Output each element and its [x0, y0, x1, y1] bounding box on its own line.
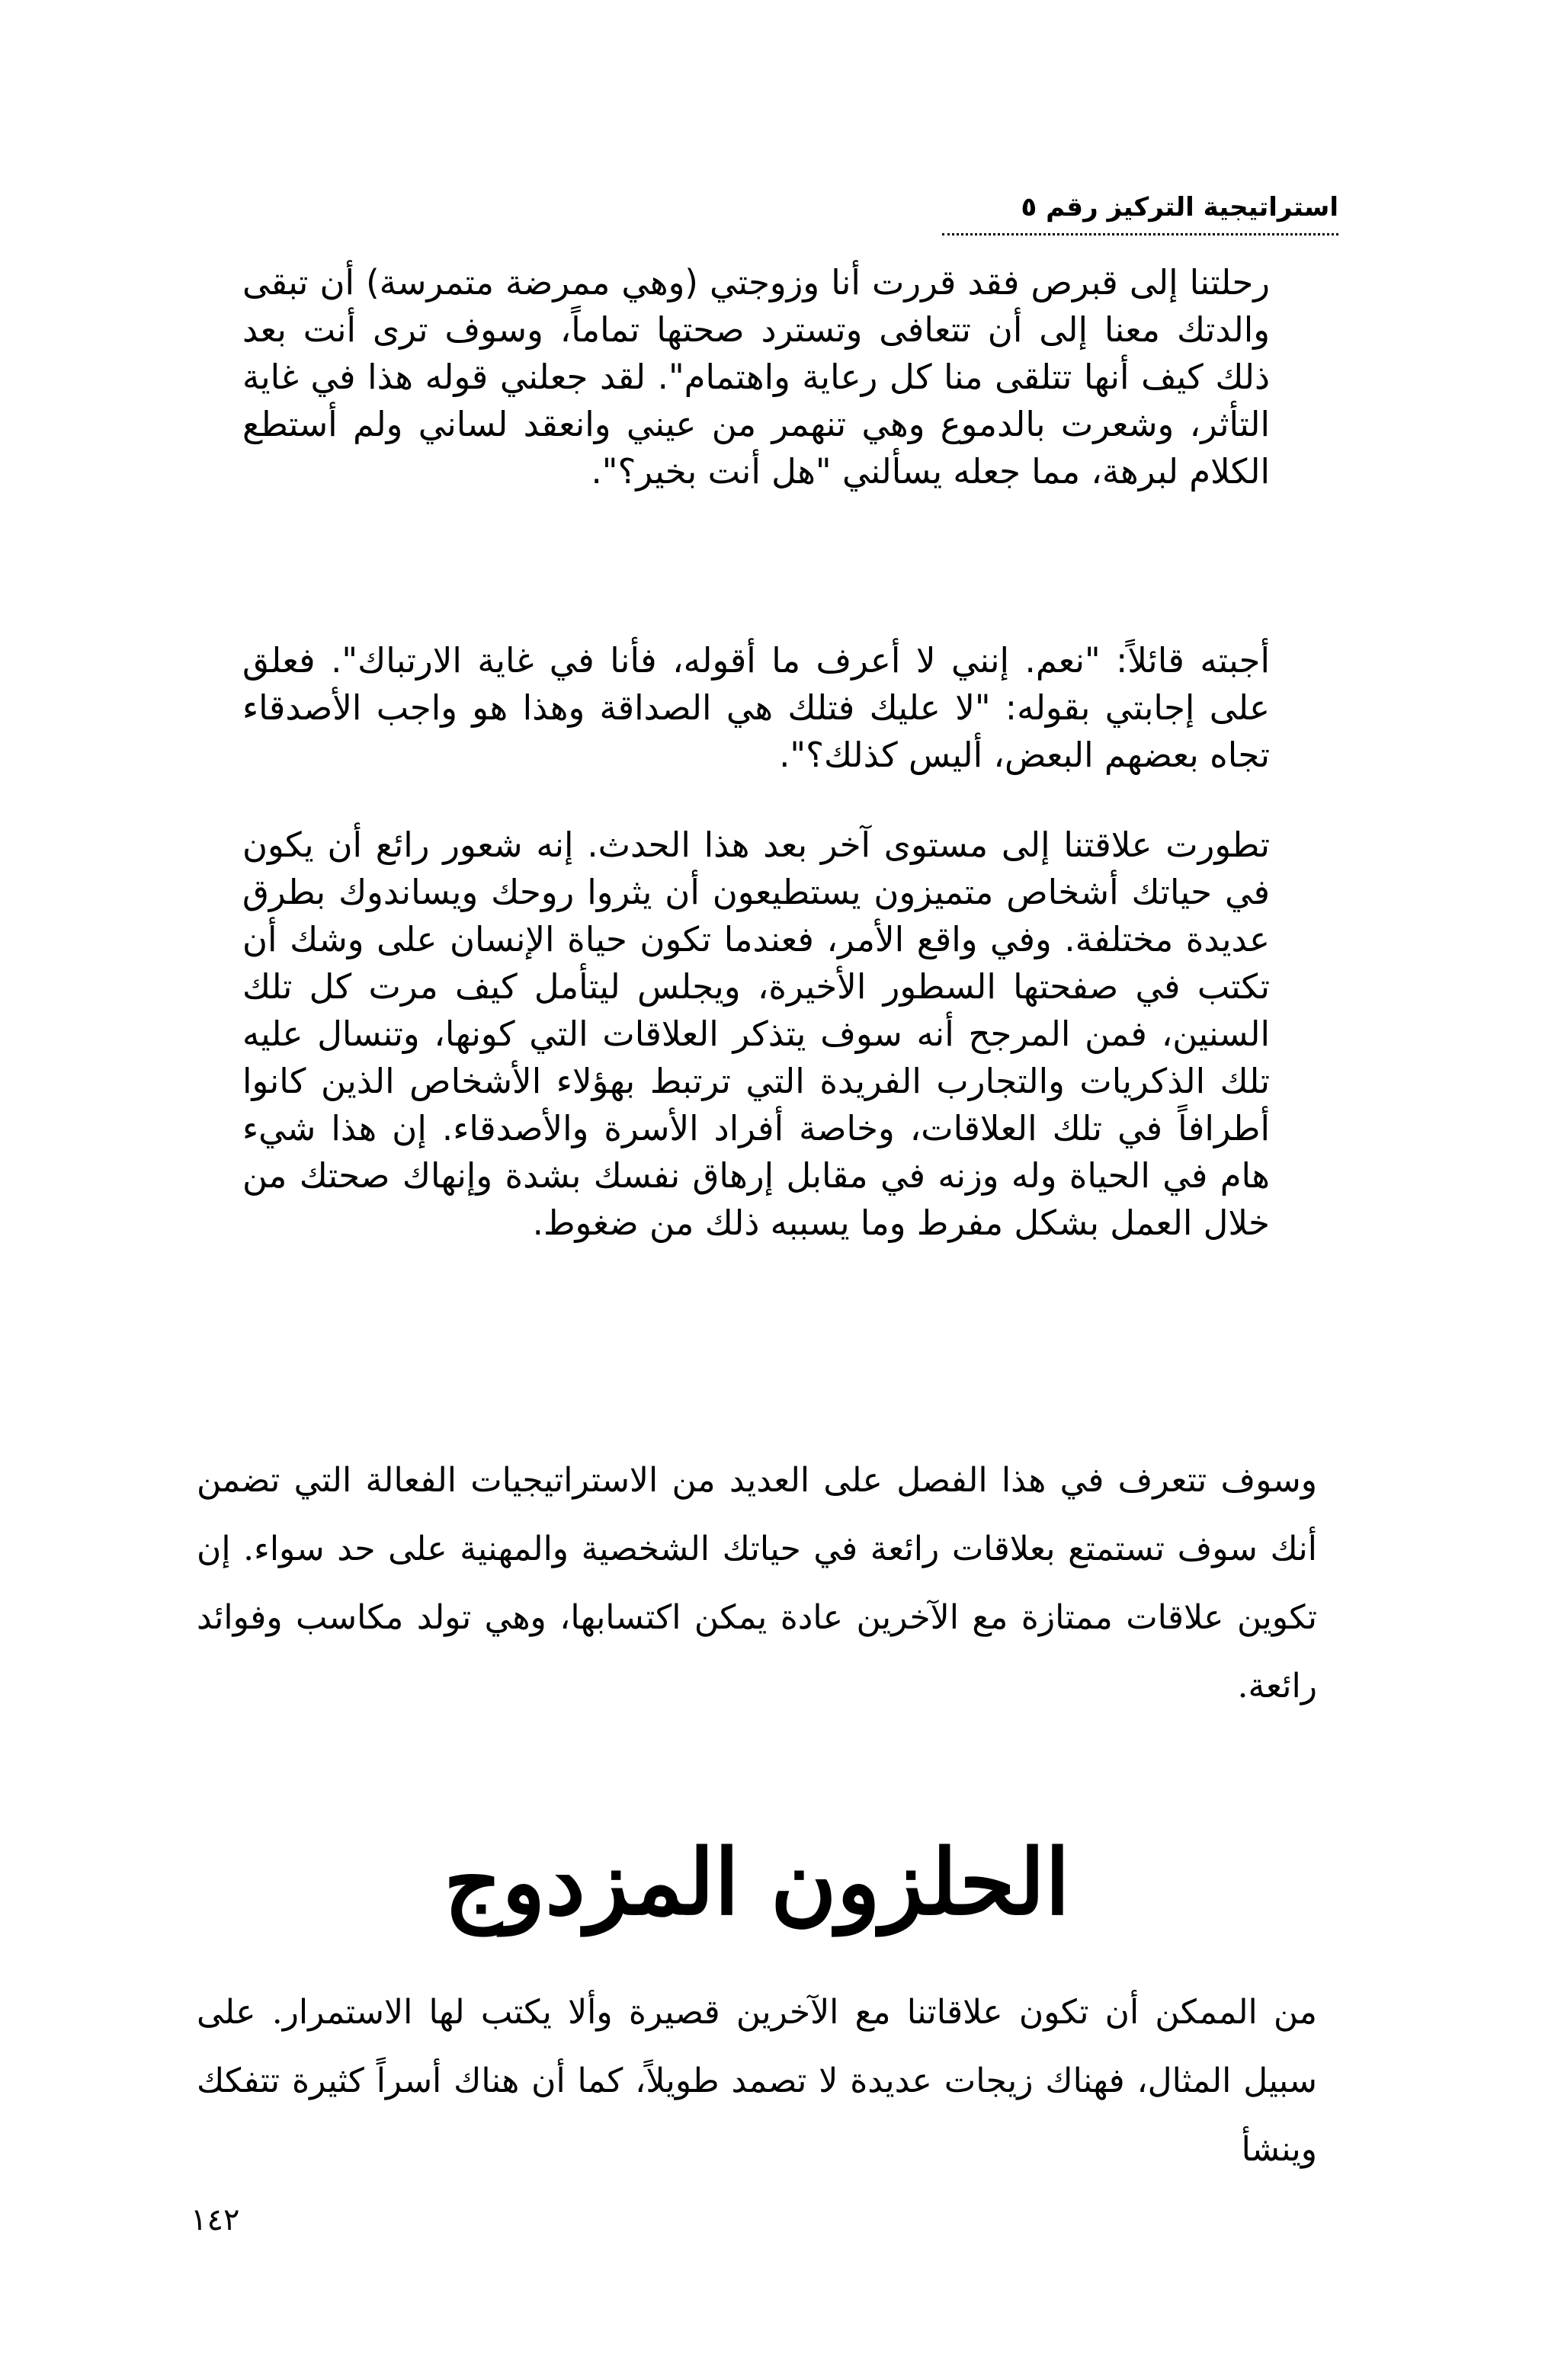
- story-paragraph-3-text: تطورت علاقتنا إلى مستوى آخر بعد هذا الحدث. إنه شعور رائع أن يكون في حياتك أشخاص متميزون يستطيعون أن يثروا روحك ويساندوك بطرق عديدة مختلفة. وفي واقع الأمر، فعندما تكون حياة الإنسان على وشك أن تكتب في صفحتها السطور الأخيرة، ويجلس ليتأمل كيف مرت كل تلك السنين، فمن المرجح أنه سوف يتذكر العلاقات التي كونها، وتنسال عليه تلك الذكريات والتجارب الفريدة التي ترتبط بهؤلاء الأشخاص الذين كانوا أطرافاً في تلك العلاقات، وخاصة أفراد الأسرة والأصدقاء. إن هذا شيء هام في الحياة وله وزنه في مقابل إرهاق نفسك بشدة وإنهاك صحتك من خلال العمل بشكل مفرط وما يسببه ذلك من ضغوط.: [242, 825, 1270, 1243]
- section-heading: الحلزون المزدوج: [444, 1829, 1070, 1935]
- running-header: استراتيجية التركيز رقم ٥: [1021, 192, 1338, 223]
- intro-paragraph: [197, 1446, 1317, 1721]
- story-paragraph-2: [242, 637, 1270, 779]
- section-paragraph: [197, 1978, 1317, 2184]
- story-paragraph-1: [242, 259, 1270, 495]
- header-dotted-rule: [942, 233, 1338, 235]
- page-number: ١٤٢: [191, 2202, 240, 2237]
- section-paragraph-text: من الممكن أن تكون علاقاتنا مع الآخرين قصيرة وألا يكتب لها الاستمرار. على سبيل المثال، فهناك زيجات عديدة لا تصمد طويلاً، كما أن هناك أسراً كثيرة تتفكك وينشأ: [197, 1993, 1317, 2169]
- story-paragraph-1-text: رحلتنا إلى قبرص فقد قررت أنا وزوجتي (وهي ممرضة متمرسة) أن تبقى والدتك معنا إلى أن تتعافى وتسترد صحتها تماماً، وسوف ترى أنت بعد ذلك كيف أنها تتلقى منا كل رعاية واهتمام". لقد جعلني قوله هذا في غاية التأثر، وشعرت بالدموع وهي تنهمر من عيني وانعقد لساني ولم أستطع الكلام لبرهة، مما جعله يسألني "هل أنت بخير؟".: [242, 262, 1270, 492]
- story-paragraph-2-text: أجبته قائلاً: "نعم. إنني لا أعرف ما أقوله، فأنا في غاية الارتباك". فعلق على إجابتي بقوله: "لا عليك فتلك هي الصداقة وهذا هو واجب الأصدقاء تجاه بعضهم البعض، أليس كذلك؟".: [242, 640, 1270, 775]
- intro-paragraph-text: وسوف تتعرف في هذا الفصل على العديد من الاستراتيجيات الفعالة التي تضمن أنك سوف تستمتع بعلاقات رائعة في حياتك الشخصية والمهنية على حد سواء. إن تكوين علاقات ممتازة مع الآخرين عادة يمكن اكتسابها، وهي تولد مكاسب وفوائد رائعة.: [197, 1461, 1317, 1706]
- story-paragraph-3: [242, 822, 1270, 1247]
